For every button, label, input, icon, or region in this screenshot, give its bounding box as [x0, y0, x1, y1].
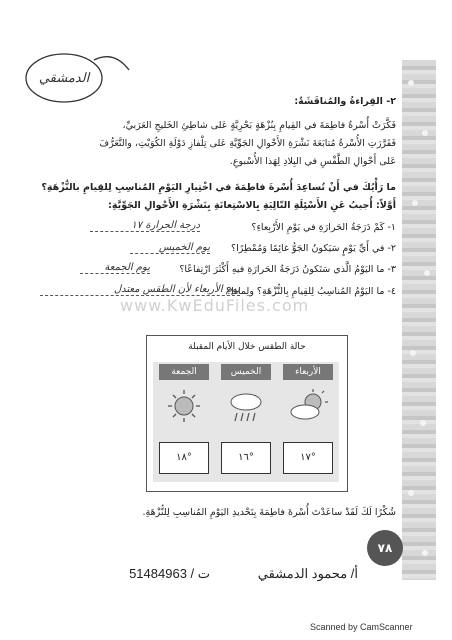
- sun-icon: [159, 386, 209, 426]
- weather-forecast-box: [146, 335, 348, 492]
- temperature: ١٧°: [283, 442, 333, 474]
- answer-3: يوم الجمعة: [80, 262, 150, 274]
- footer-author: أ/ محمود الدمشقي: [257, 566, 358, 581]
- weather-grid: [153, 362, 339, 482]
- scanner-label: Scanned by CamScanner: [310, 622, 413, 632]
- weather-day-wednesday: [281, 362, 335, 482]
- weather-day-thursday: [219, 362, 273, 482]
- day-label: الجمعة: [159, 364, 209, 380]
- stamp-text: الدمشقي: [38, 71, 90, 86]
- answer-1: درجة الحرارة ١٧: [90, 220, 200, 232]
- rain-cloud-icon: [221, 386, 271, 426]
- answer-4: يوم الأربعاء لأن الطقس معتدل: [40, 284, 240, 296]
- decorative-side-stripe: [402, 60, 436, 580]
- temperature: ١٨°: [159, 442, 209, 474]
- question-2: ٢- في أَيِّ يَوْمٍ سَيَكونُ الجَوُّ غائِمًا وَمُمْطِرًا؟: [231, 243, 396, 254]
- day-label: الأربعاء: [283, 364, 333, 380]
- weather-title: حالة الطقس خلال الأيام المقبلة: [188, 342, 306, 352]
- paragraph-line-1: فَكَّرَتْ أُسْرةُ فاطِمَةَ في القِيامِ بِنُزْهَةٍ بَحْرِيَّةٍ عَلى شاطِئِ الخَليجِ العَرَبيِّ،: [122, 120, 396, 131]
- question-4: ٤- ما اليَوْمُ المُناسِبُ لِلقِيامِ بِالنُّزْهَةِ؟ ولِماذا؟: [226, 286, 396, 297]
- question-3: ٣- ما اليَوْمُ الَّذي سَتَكونُ دَرَجَةُ الحَرارَةِ فيهِ أَكْثَرَ ارْتِفاعًا؟: [179, 264, 396, 275]
- question-prompt: ما رَأْيُكَ في أَنْ تُساعِدَ أُسْرةَ فاطِمَةَ في اخْتِيارِ اليَوْمِ المُناسِبِ لِلقِيامِ بالنُّزْهَةِ؟: [41, 182, 396, 193]
- section-heading: ٢- القِراءةُ والمُناقَشَةُ:: [294, 96, 396, 107]
- footer-phone: ت / 51484963: [129, 566, 210, 581]
- paragraph-line-3: عَلى أَحْوالِ الطَّقْسِ في البِلادِ لِهَذا الأُسْبوعِ.: [229, 156, 396, 167]
- paragraph-line-2: فَقَرَّرَتِ الأُسْرةُ مُتابَعَةَ نَشْرَةِ الأَحْوالِ الجَوِّيَّةِ عَلى تِلْفازِ دَوْلَةِ الكُوَيْتِ، والتَّعَرُّفَ: [99, 138, 396, 149]
- partly-cloudy-icon: [283, 386, 333, 426]
- instruction: أَوَّلاً: أُجيبُ عَنِ الأَسْئِلَةِ التّالِيَةِ بِالاسْتِعانَةِ بِنَشْرَةِ الأَحْوالِ الجَوِّيَّةِ:: [108, 200, 396, 211]
- page-number: ٧٨: [367, 530, 403, 566]
- temperature: ١٦°: [221, 442, 271, 474]
- handwritten-stamp: [14, 40, 134, 110]
- answer-2: يوم الخميس: [130, 242, 210, 254]
- day-label: الخميس: [221, 364, 271, 380]
- question-1: ١- كَمْ دَرَجَةُ الحَرارَةِ في يَوْمِ الأَرْبِعاءِ؟: [251, 222, 396, 233]
- closing-sentence: شُكْرًا لَكَ لَقَدْ ساعَدْتَ أُسْرةَ فاطِمَةَ بِتَحْديدِ اليَوْمِ المُناسِبِ لِلنُّزْهَةِ.: [142, 507, 396, 518]
- watermark: www.KwEduFiles.com: [120, 296, 310, 315]
- weather-day-friday: [157, 362, 211, 482]
